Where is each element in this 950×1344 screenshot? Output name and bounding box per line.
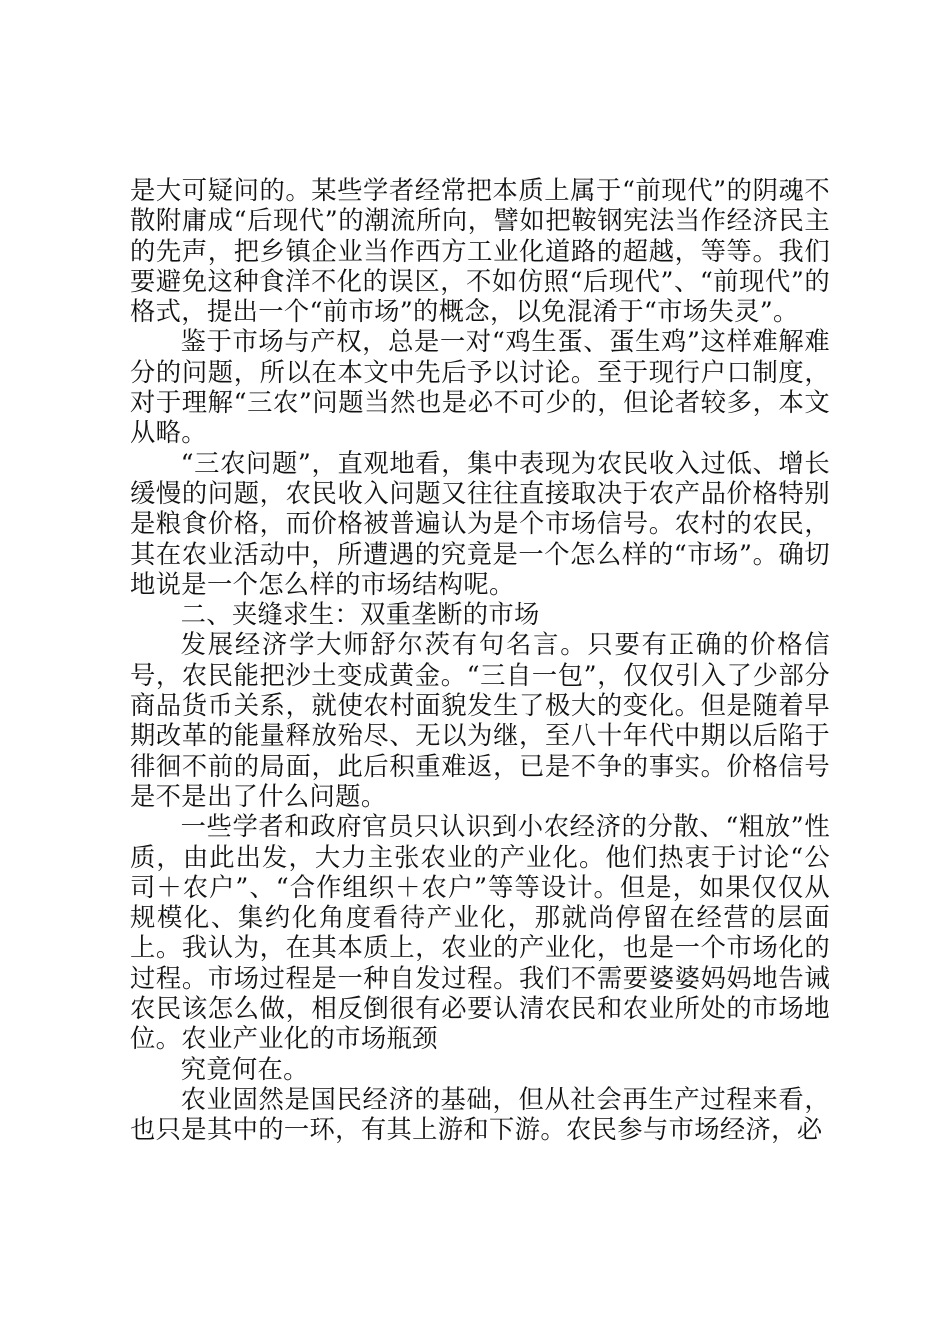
paragraph-3: “三农问题”，直观地看，集中表现为农民收入过低、增长缓慢的问题，农民收入问题又往往直接取决于农产品价格特别是粮食价格，而价格被普遍认为是个市场信号。农村的农民，其在农业活动中，所遭遇的究竟是一个怎么样的“市场”。确切地说是一个怎么样的市场结构呢。 [130, 448, 830, 599]
document-body [130, 176, 830, 1146]
paragraph-8: 农业固然是国民经济的基础，但从社会再生产过程来看，也只是其中的一环，有其上游和下游。农民参与市场经济，必 [130, 1084, 830, 1145]
paragraph-5: 发展经济学大师舒尔茨有句名言。只要有正确的价格信号，农民能把沙土变成黄金。“三自一包”，仅仅引入了少部分商品货币关系，就使农村面貌发生了极大的变化。但是随着早期改革的能量释放殆尽、无以为继，至八十年代中期以后陷于徘徊不前的局面，此后积重难返，已是不争的事实。价格信号是不是出了什么问题。 [130, 630, 830, 811]
paragraph-2: 鉴于市场与产权，总是一对“鸡生蛋、蛋生鸡”这样难解难分的问题，所以在本文中先后予以讨论。至于现行户口制度，对于理解“三农”问题当然也是必不可少的，但论者较多，本文从略。 [130, 327, 830, 448]
section-heading: 二、夹缝求生：双重垄断的市场 [180, 600, 540, 630]
paragraph-1: 是大可疑问的。某些学者经常把本质上属于“前现代”的阴魂不散附庸成“后现代”的潮流所向，譬如把鞍钢宪法当作经济民主的先声，把乡镇企业当作西方工业化道路的超越，等等。我们要避免这种食洋不化的误区，不如仿照“后现代”、“前现代”的格式，提出一个“前市场”的概念，以免混淆于“市场失灵”。 [130, 176, 830, 327]
paragraph-7: 究竟何在。 [180, 1054, 309, 1084]
paragraph-6: 一些学者和政府官员只认识到小农经济的分散、“粗放”性质，由此出发，大力主张农业的产业化。他们热衷于讨论“公司＋农户”、“合作组织＋农户”等等设计。但是，如果仅仅从规模化、集约化角度看待产业化，那就尚停留在经营的层面上。我认为，在其本质上，农业的产业化，也是一个市场化的过程。市场过程是一种自发过程。我们不需要婆婆妈妈地告诫农民该怎么做，相反倒很有必要认清农民和农业所处的市场地位。农业产业化的市场瓶颈 [130, 812, 830, 1054]
